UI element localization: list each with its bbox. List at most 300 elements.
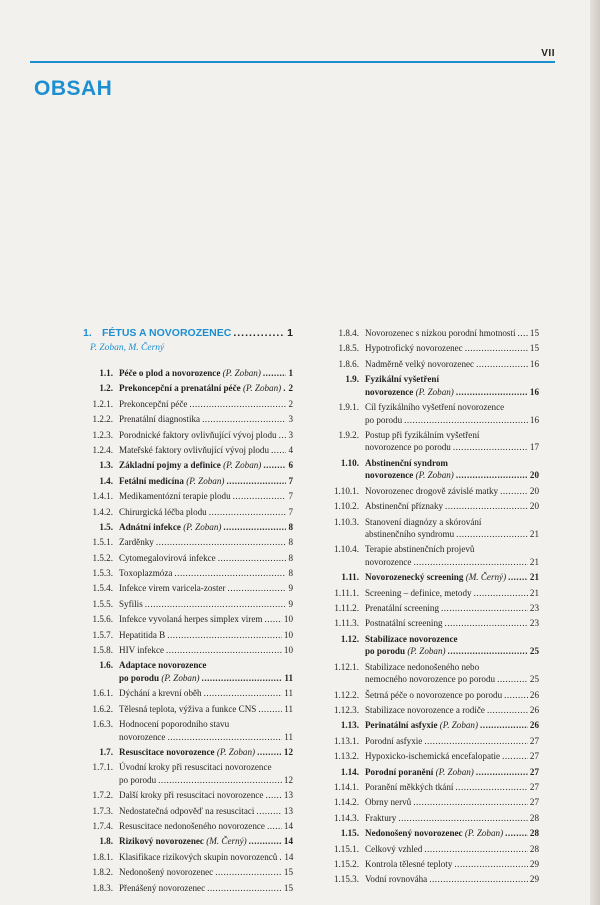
toc-entry-body [365,827,539,840]
toc-entry-title: Nedostatečná odpověď na resuscitaci [119,805,255,816]
toc-entry-title: Fyzikální vyšetření [365,374,440,385]
toc-entry[interactable] [83,718,293,743]
toc-entry-line [365,587,539,600]
toc-entry-page: 28 [529,828,539,839]
toc-entry-page: 27 [529,797,539,808]
toc-entry-body [119,835,293,848]
leader-dots [476,358,528,371]
toc-column-right [329,327,539,889]
toc-entry-body [365,342,539,355]
toc-entry[interactable] [329,719,539,732]
toc-entry-line [365,812,539,825]
toc-entry-line [365,617,539,630]
toc-entry[interactable] [329,796,539,809]
toc-entry-number: 1.5.4. [92,583,113,594]
toc-entry[interactable] [329,429,539,454]
leader-dots [424,843,528,856]
toc-entry[interactable] [329,827,539,840]
leader-dots [218,552,287,565]
toc-entry[interactable] [329,689,539,702]
toc-entry-body [119,687,293,700]
toc-entry[interactable] [329,516,539,541]
toc-entry-page: 13 [283,790,293,801]
toc-entry-title: Tělesná teplota, výživa a funkce CNS [119,703,257,714]
toc-entry-title: Hypotrofický novorozenec [365,343,463,354]
toc-entry-author: (P. Zoban) [439,720,479,731]
toc-entry-line [119,882,293,895]
toc-entry[interactable] [329,543,539,568]
toc-entry-title: Zarděnky [119,537,154,548]
leader-dots [445,500,528,513]
toc-entry-number: 1.4.2. [92,506,113,517]
toc-entry-body [365,485,539,498]
toc-entry-title: Stabilizace novorozence a rodiče [365,705,485,716]
toc-entry-author: (P. Zoban) [222,368,261,378]
toc-entry[interactable] [329,843,539,856]
toc-entry-body [119,367,293,380]
toc-entry[interactable] [83,851,293,864]
toc-entry-title: Stabilizace nedonošeného nebo [365,661,480,672]
toc-entry[interactable] [329,401,539,426]
toc-entry-body [365,735,539,748]
toc-entry-body [365,719,539,732]
toc-entry-line [119,398,293,411]
toc-entry-number: 1.14.3. [333,812,359,823]
toc-entry-body [119,506,293,519]
toc-entry[interactable] [329,873,539,886]
toc-entry-title: Toxoplazmóza [119,568,173,579]
toc-entry[interactable] [83,820,293,833]
toc-entry-page: 16 [529,386,539,397]
toc-entry-number: 1.11.2. [334,603,359,614]
toc-entry[interactable] [83,746,293,759]
toc-entry-line [365,781,539,794]
toc-entry-page: 2 [288,398,293,409]
toc-entry-body [119,805,293,818]
toc-entry[interactable] [83,629,293,642]
toc-entry[interactable] [329,602,539,615]
toc-entry-title: Péče o plod a novorozence [119,368,221,378]
toc-entry[interactable] [83,552,293,565]
toc-entry-line [365,469,539,482]
leader-dots [167,731,282,744]
leader-dots [497,673,528,686]
toc-entry-body [365,457,539,482]
toc-entry-line [365,645,539,658]
toc-entry[interactable] [83,687,293,700]
toc-entry-line [119,506,293,519]
page-number: VII [541,48,555,59]
toc-entry-page: 21 [529,587,539,598]
toc-entry-title: novorozence [365,386,414,397]
toc-entry-line [119,851,293,864]
toc-entry-line [119,644,293,657]
leader-dots [504,689,528,702]
toc-entry[interactable] [83,805,293,818]
toc-entry[interactable] [83,459,293,472]
toc-entry-number: 1.8.2. [92,867,113,878]
toc-entry[interactable] [329,812,539,825]
toc-entry-line [119,805,293,818]
toc-entry-number: 1.11. [341,572,359,583]
toc-entry-page: 10 [283,629,293,640]
toc-entry[interactable] [329,633,539,658]
toc-entry-number: 1.15.3. [333,874,359,885]
toc-entry-number: 1.11.1. [334,587,359,598]
toc-entry[interactable] [83,567,293,580]
toc-entry-line [365,386,539,399]
toc-entry-line [119,718,293,731]
toc-entry-body [365,617,539,630]
toc-entry-number: 1.4.1. [92,491,113,502]
leader-dots [476,766,528,779]
leader-dots [223,521,286,534]
toc-entry-body [365,587,539,600]
toc-entry-page: 8 [288,568,293,579]
toc-entry-line [365,858,539,871]
leader-dots [480,719,528,732]
toc-entry-line [365,500,539,513]
toc-entry-author: (P. Zoban) [186,475,225,486]
toc-entry-body [365,661,539,686]
toc-entry-number: 1.13.1. [333,735,359,746]
toc-entry-body [365,543,539,568]
toc-entry-body [119,382,293,395]
toc-entry-body [119,521,293,534]
toc-entry-number: 1.8. [99,836,113,847]
leader-dots [413,796,528,809]
toc-entry[interactable] [83,882,293,895]
toc-entry-page: 4 [288,444,293,455]
toc-entry-line [119,687,293,700]
toc-heading: OBSAH [34,77,113,100]
toc-entry[interactable] [329,766,539,779]
toc-entry-title: po porodu [365,646,406,657]
chapter-heading[interactable] [83,327,293,341]
toc-entry-title: Syfilis [119,598,143,609]
toc-entry-line [365,796,539,809]
toc-entry-number: 1.14.2. [333,797,359,808]
toc-entry-body [119,718,293,743]
leader-dots [398,812,528,825]
toc-entry-page: 21 [529,529,539,540]
toc-entry[interactable] [83,613,293,626]
toc-entry-page: 11 [284,731,293,742]
leader-dots [518,327,528,340]
leader-dots [448,645,528,658]
toc-entry-body [119,490,293,503]
toc-entry-page: 21 [529,556,539,567]
toc-entry-page: 1 [288,368,293,378]
toc-entry[interactable] [83,490,293,503]
toc-entry-title: nemocného novorozence po porodu [365,674,496,685]
toc-entry-number: 1.12.2. [333,689,359,700]
toc-entry-number: 1.6.1. [92,688,113,699]
leader-dots [508,571,528,584]
chapter-title: FÉTUS A NOVOROZENEC [102,327,232,339]
toc-entry[interactable] [83,582,293,595]
toc-entry-line [119,567,293,580]
leader-dots [454,858,528,871]
leader-dots [441,602,528,615]
toc-entry[interactable] [329,617,539,630]
toc-entry-title: Hodnocení poporodního stavu [119,719,230,730]
toc-entry-number: 1.5. [99,521,113,532]
toc-entry[interactable] [83,506,293,519]
toc-entry-page: 2 [288,383,293,394]
leader-dots [158,774,282,787]
toc-entry[interactable] [83,382,293,395]
toc-entry-title: Prenatální screening [365,603,439,614]
toc-entry-body [365,689,539,702]
toc-entry[interactable] [83,703,293,716]
toc-entry[interactable] [83,398,293,411]
toc-entry-page: 14 [283,836,293,847]
toc-entry-body [119,629,293,642]
toc-entry-number: 1.8.5. [338,343,359,354]
toc-entry[interactable] [329,704,539,717]
toc-entry-author: (P. Zoban) [464,828,504,839]
toc-entry-title: Rizikový novorozenec [119,836,204,847]
toc-entry-title: Úvodní kroky při resuscitaci novorozence [119,762,272,773]
toc-entry-line [365,429,539,442]
leader-dots [263,367,287,380]
toc-entry[interactable] [83,413,293,426]
toc-entry-page: 16 [529,358,539,369]
toc-entry-number: 1.15. [340,828,359,839]
toc-entry-line [119,444,293,457]
toc-entry[interactable] [83,367,293,380]
toc-entry-number: 1.5.5. [92,598,113,609]
toc-entry-line [365,750,539,763]
toc-entry-line [119,459,293,472]
toc-entry[interactable] [83,789,293,802]
toc-entry-number: 1.10.1. [333,485,359,496]
toc-entry[interactable] [329,750,539,763]
toc-entry-title: novorozence [119,731,166,742]
toc-entry[interactable] [329,342,539,355]
toc-entry-title: Novorozenec s nízkou porodní hmotností [365,328,516,338]
toc-entry[interactable] [329,327,539,340]
toc-entry-page: 11 [284,703,293,714]
toc-entry-line [365,843,539,856]
toc-entry-body [365,516,539,541]
toc-entry-page: 20 [529,470,539,481]
toc-entry[interactable] [83,444,293,457]
leader-dots [257,746,282,759]
toc-entry-title: Přenášený novorozenec [119,882,206,893]
toc-entry-line [365,719,539,732]
toc-entry-line [365,401,539,414]
toc-entry-title: Fetální medicína [119,475,184,486]
toc-entry[interactable] [329,781,539,794]
toc-entry-title: Stanovení diagnózy a skórování [365,516,482,527]
toc-entry-title: Celkový vzhled [365,843,423,854]
toc-entry-title: Cíl fyzikálního vyšetření novorozence [365,402,505,413]
leader-dots [166,644,282,657]
toc-entry[interactable] [83,835,293,848]
leader-dots [167,629,282,642]
toc-entry-page: 9 [288,583,293,594]
leader-dots [456,528,528,541]
toc-entry-page: 26 [529,705,539,716]
toc-entry-page: 16 [529,414,539,425]
toc-entry[interactable] [329,587,539,600]
toc-entry[interactable] [329,735,539,748]
toc-entry-page: 29 [529,874,539,885]
toc-entry-title: Infekce virem varicela-zoster [119,583,226,594]
leader-dots [487,704,528,717]
leader-dots [233,490,287,503]
toc-entry-title: Nedonošený novorozenec [119,867,214,878]
toc-entry-number: 1.2. [99,383,113,394]
toc-entry-page: 17 [529,442,539,453]
toc-entry-body [365,781,539,794]
toc-entry-body [365,602,539,615]
toc-entry-number: 1.9.2. [338,429,359,440]
chapter-number: 1. [83,327,92,339]
toc-entry-line [119,429,293,442]
toc-entry-body [365,766,539,779]
toc-entry-title: Prenatální diagnostika [119,414,201,425]
toc-entry-body [119,746,293,759]
toc-entry[interactable] [329,858,539,871]
toc-entry-number: 1.1. [99,368,113,378]
toc-entry-line [365,373,539,386]
toc-entry-line [119,413,293,426]
toc-entry-line [119,613,293,626]
toc-entry-line [365,414,539,427]
toc-entry[interactable] [329,500,539,513]
toc-entry-body [119,851,293,864]
toc-list-left [83,367,293,894]
toc-entry[interactable] [83,536,293,549]
toc-entry-title: Screening – definice, metody [365,587,472,598]
toc-entry-page: 20 [529,485,539,496]
toc-entry-title: Nedonošený novorozenec [365,828,463,839]
toc-entry-line [119,536,293,549]
toc-entry-number: 1.8.3. [92,882,113,893]
toc-entry-title: abstinenčního syndromu [365,529,455,540]
toc-entry-page: 27 [529,766,539,777]
toc-entry-title: Postup při fyzikálním vyšetření [365,429,480,440]
toc-entry[interactable] [83,429,293,442]
toc-entry-line [365,689,539,702]
toc-entry-line [365,602,539,615]
toc-entry-page: 8 [288,552,293,563]
leader-dots [215,866,282,879]
toc-entry[interactable] [329,485,539,498]
toc-entry-title: Adaptace novorozence [119,660,207,671]
toc-entry-number: 1.14.1. [333,781,359,792]
toc-entry-page: 7 [288,475,293,486]
toc-entry-line [119,774,293,787]
toc-entry-line [365,766,539,779]
toc-entry[interactable] [83,659,293,684]
toc-entry-number: 1.15.2. [333,858,359,869]
leader-dots [453,441,528,454]
toc-entry-page: 9 [288,598,293,609]
toc-entry-page: 21 [529,572,539,583]
toc-entry-author: (M. Černý) [465,572,507,583]
toc-entry-number: 1.8.1. [92,851,113,862]
toc-entry-title: Novorozenecký screening [365,572,464,583]
toc-entry-page: 26 [529,689,539,700]
toc-entry[interactable] [329,661,539,686]
toc-entry-number: 1.13. [340,720,359,731]
toc-entry-body [365,812,539,825]
toc-entry[interactable] [83,761,293,786]
toc-entry-line [119,382,293,395]
toc-entry[interactable] [329,373,539,398]
toc-entry-line [119,659,293,672]
toc-entry-line [365,827,539,840]
toc-entry[interactable] [329,457,539,482]
toc-entry-number: 1.12. [340,633,359,644]
toc-entry-body [119,598,293,611]
toc-entry-line [365,873,539,886]
toc-entry-title: HIV infekce [119,645,165,656]
toc-entry-line [119,367,293,380]
toc-entry-page: 6 [288,460,293,471]
toc-entry-title: Stabilizace novorozence [365,633,458,644]
toc-entry-line [365,342,539,355]
toc-entry-title: Terapie abstinenčních projevů [365,544,475,555]
toc-entry-title: Abstinenční syndrom [365,457,448,468]
toc-entry-page: 26 [529,720,539,731]
toc-entry-page: 23 [529,603,539,614]
toc-entry-body [365,401,539,426]
toc-entry-number: 1.2.4. [92,444,113,455]
toc-entry-body [119,475,293,488]
toc-entry-body [365,571,539,584]
toc-entry-title: Prekoncepční péče [119,398,188,409]
toc-entry-number: 1.5.7. [92,629,113,640]
toc-entry-line [119,789,293,802]
toc-entry-number: 1.6.2. [92,703,113,714]
toc-entry-page: 14 [284,851,294,862]
toc-entry[interactable] [329,358,539,371]
toc-entry-title: Porodní poranění [365,766,434,777]
toc-entry-number: 1.5.3. [92,568,113,579]
toc-entry[interactable] [83,598,293,611]
toc-entry-line [365,441,539,454]
toc-entry[interactable] [83,521,293,534]
toc-entry-body [365,500,539,513]
toc-entry-title: Klasifikace rizikových skupin novorozenců [119,851,278,862]
toc-entry-title: Infekce vyvolaná herpes simplex virem [119,614,263,625]
toc-entry-line [365,661,539,674]
toc-entry-title: Základní pojmy a definice [119,460,221,471]
leader-dots [256,805,281,818]
toc-entry-number: 1.10.3. [333,516,359,527]
toc-entry-title: novorozence [365,556,412,567]
leader-dots [413,556,527,569]
toc-entry-number: 1.10.4. [333,544,359,555]
toc-entry-author: (M. Černý) [206,836,247,847]
toc-entry-page: 8 [288,521,293,532]
toc-entry-body [119,761,293,786]
toc-entry[interactable] [83,866,293,879]
toc-entry[interactable] [83,644,293,657]
toc-entry[interactable] [329,571,539,584]
toc-entry[interactable] [83,475,293,488]
toc-entry-line [119,835,293,848]
toc-entry-number: 1.10. [340,457,359,468]
toc-entry-line [119,521,293,534]
toc-entry-page: 15 [529,343,539,354]
leader-dots [445,617,528,630]
